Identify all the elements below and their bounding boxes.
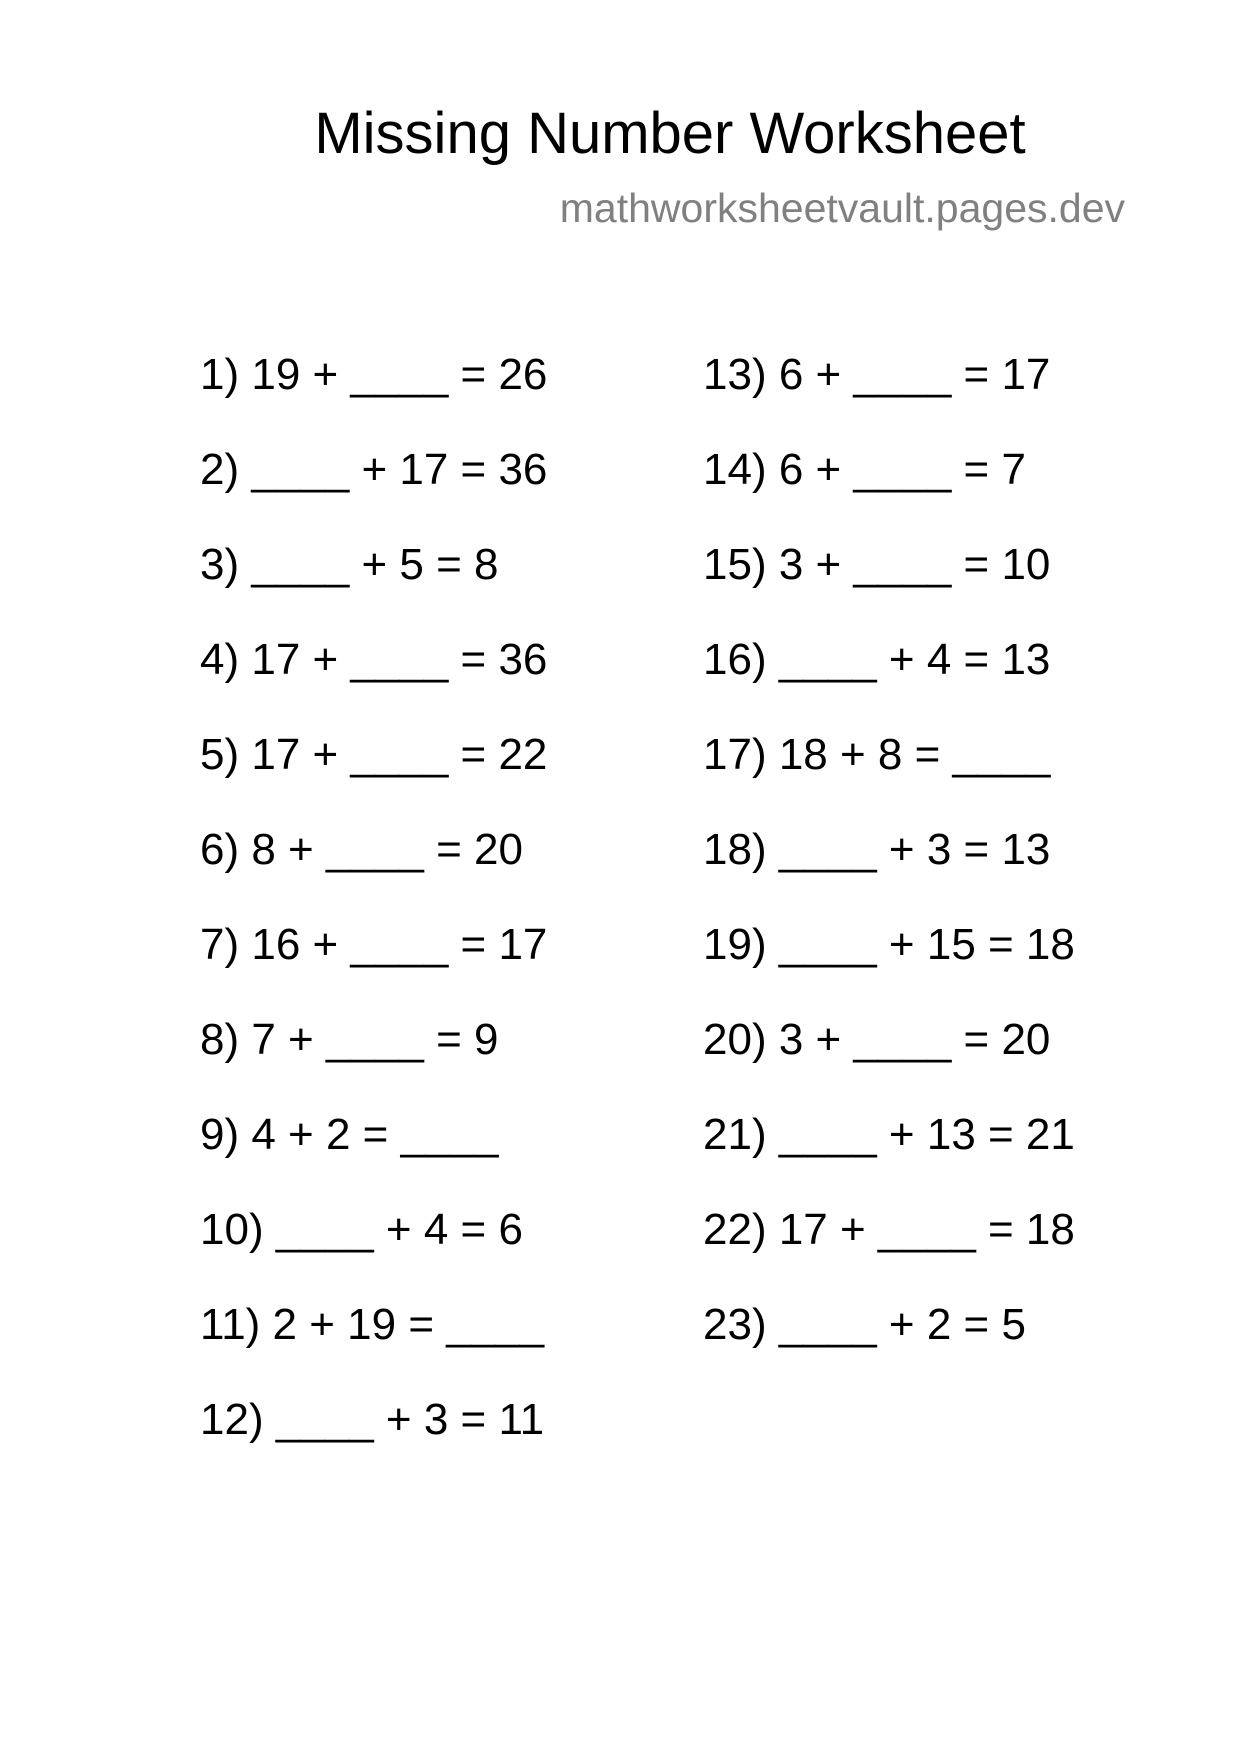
problem-item: 19) ____ + 15 = 18 <box>703 920 1075 969</box>
problem-item: 23) ____ + 2 = 5 <box>703 1300 1026 1349</box>
problem-item: 3) ____ + 5 = 8 <box>200 540 499 589</box>
problem-item: 1) 19 + ____ = 26 <box>200 350 548 399</box>
problem-item: 4) 17 + ____ = 36 <box>200 635 548 684</box>
problem-item: 14) 6 + ____ = 7 <box>703 445 1026 494</box>
problem-item: 20) 3 + ____ = 20 <box>703 1015 1051 1064</box>
problem-item: 12) ____ + 3 = 11 <box>200 1395 545 1444</box>
worksheet-title: Missing Number Worksheet <box>314 101 1026 166</box>
problem-item: 9) 4 + 2 = ____ <box>200 1110 499 1159</box>
problem-item: 22) 17 + ____ = 18 <box>703 1205 1075 1254</box>
problem-item: 18) ____ + 3 = 13 <box>703 825 1051 874</box>
problem-item: 13) 6 + ____ = 17 <box>703 350 1051 399</box>
problem-item: 16) ____ + 4 = 13 <box>703 635 1051 684</box>
problem-item: 10) ____ + 4 = 6 <box>200 1205 523 1254</box>
problem-item: 11) 2 + 19 = ____ <box>200 1300 545 1349</box>
problem-item: 2) ____ + 17 = 36 <box>200 445 548 494</box>
problem-item: 15) 3 + ____ = 10 <box>703 540 1051 589</box>
problem-item: 7) 16 + ____ = 17 <box>200 920 548 969</box>
problem-item: 5) 17 + ____ = 22 <box>200 730 548 779</box>
source-url: mathworksheetvault.pages.dev <box>559 185 1125 231</box>
problem-item: 21) ____ + 13 = 21 <box>703 1110 1075 1159</box>
problem-item: 17) 18 + 8 = ____ <box>703 730 1051 779</box>
problem-item: 8) 7 + ____ = 9 <box>200 1015 499 1064</box>
problem-item: 6) 8 + ____ = 20 <box>200 825 523 874</box>
